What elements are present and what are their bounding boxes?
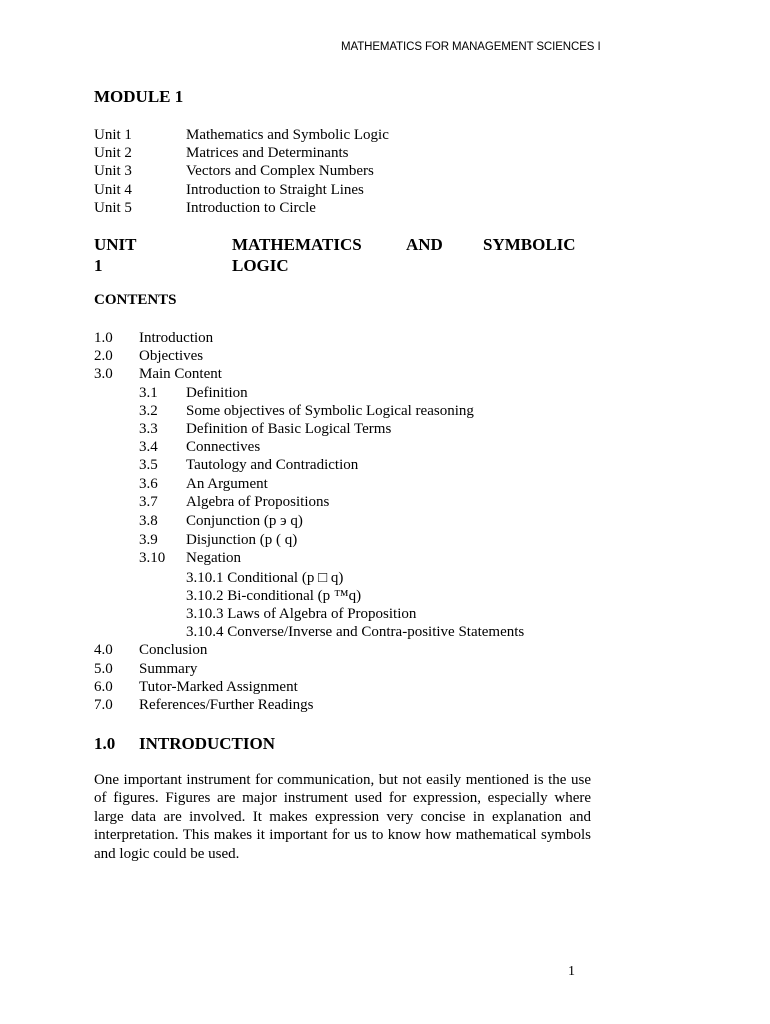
toc-item xyxy=(94,347,524,365)
toc-title: Disjunction (p ( q) xyxy=(186,532,298,549)
toc-subitem xyxy=(94,549,524,567)
unit-title: Introduction to Circle xyxy=(186,199,316,216)
toc-item xyxy=(94,678,524,696)
unit-number: Unit 3 xyxy=(94,163,132,180)
toc-subsubitem xyxy=(94,605,524,623)
toc-item xyxy=(94,696,524,714)
toc-title: Tautology and Contradiction xyxy=(186,457,359,474)
toc-title: Algebra of Propositions xyxy=(186,493,330,510)
toc-title: 3.10.2 Bi-conditional (p ™q) xyxy=(186,587,362,604)
toc-title: 3.10.1 Conditional (p □ q) xyxy=(186,569,344,586)
toc-number: 3.10 xyxy=(139,550,166,567)
toc-subitem xyxy=(94,531,524,549)
toc-title: Conjunction (p э q) xyxy=(186,513,303,530)
toc-number: 3.6 xyxy=(139,475,158,492)
toc-number: 5.0 xyxy=(94,660,113,677)
toc-subitem xyxy=(94,493,524,511)
module-title: MODULE 1 xyxy=(94,87,184,106)
toc-number: 3.8 xyxy=(139,513,158,530)
toc-number: 3.3 xyxy=(139,421,158,438)
table-of-contents xyxy=(94,329,524,714)
section-title: INTRODUCTION xyxy=(139,734,276,753)
toc-title: 3.10.4 Converse/Inverse and Contra-positive Statements xyxy=(186,624,525,641)
unit-title-word: MATHEMATICS xyxy=(232,235,362,254)
toc-subitem xyxy=(94,512,524,530)
toc-number: 1.0 xyxy=(94,330,113,346)
unit-list xyxy=(94,126,389,217)
page-number: 1 xyxy=(568,964,575,979)
toc-title: Connectives xyxy=(186,439,261,456)
toc-item xyxy=(94,660,524,678)
unit-title-word: LOGIC xyxy=(232,256,289,275)
toc-title: Definition xyxy=(186,384,248,401)
toc-title: Tutor-Marked Assignment xyxy=(139,678,298,695)
toc-item xyxy=(94,641,524,659)
unit-number: Unit 4 xyxy=(94,181,132,198)
unit-title: Introduction to Straight Lines xyxy=(186,181,364,198)
toc-number: 3.0 xyxy=(94,366,113,383)
toc-number: 4.0 xyxy=(94,642,113,659)
toc-subitem xyxy=(94,475,524,493)
toc-title: 3.10.3 Laws of Algebra of Proposition xyxy=(186,606,417,623)
toc-number: 7.0 xyxy=(94,697,113,714)
toc-title: An Argument xyxy=(186,475,268,492)
toc-title: Negation xyxy=(186,550,241,567)
toc-item xyxy=(94,365,524,383)
toc-number: 3.4 xyxy=(139,439,158,456)
unit-row xyxy=(94,162,389,180)
unit-title: Vectors and Complex Numbers xyxy=(186,163,374,180)
unit-number: Unit 1 xyxy=(94,127,132,143)
toc-title: Main Content xyxy=(139,366,222,383)
unit-number: Unit 2 xyxy=(94,145,132,162)
unit-title: Mathematics and Symbolic Logic xyxy=(186,127,389,143)
section-number: 1.0 xyxy=(94,734,116,753)
toc-number: 2.0 xyxy=(94,348,113,365)
unit-title-word: AND xyxy=(406,235,443,254)
toc-subitem xyxy=(94,420,524,438)
toc-title: Summary xyxy=(139,660,198,677)
toc-title: Definition of Basic Logical Terms xyxy=(186,421,392,438)
intro-paragraph: One important instrument for communication, but not easily mentioned is the use of figures. Figures are major instrument used for expression, especially where large data are involved. It makes expression very concise in explanation and interpretation. This makes it important for us to know how mathematical symbols and logic could be used. xyxy=(94,772,591,862)
unit-row xyxy=(94,181,389,199)
unit-label: UNIT 1 xyxy=(94,235,137,275)
toc-subitem xyxy=(94,456,524,474)
toc-subsubitem xyxy=(94,623,524,641)
unit-row xyxy=(94,199,389,217)
toc-number: 6.0 xyxy=(94,678,113,695)
toc-subitem xyxy=(94,438,524,456)
toc-number: 3.7 xyxy=(139,493,158,510)
toc-title: Some objectives of Symbolic Logical reasoning xyxy=(186,402,474,419)
toc-subsubitem xyxy=(94,587,524,605)
section-heading xyxy=(94,734,275,754)
toc-number: 3.1 xyxy=(139,384,158,401)
toc-number: 3.9 xyxy=(139,532,158,549)
unit-title: Matrices and Determinants xyxy=(186,145,349,162)
toc-subitem xyxy=(94,384,524,402)
unit-title-word: SYMBOLIC xyxy=(483,235,576,254)
running-header: MATHEMATICS FOR MANAGEMENT SCIENCES I xyxy=(341,41,601,53)
unit-row xyxy=(94,126,389,144)
toc-title: References/Further Readings xyxy=(139,697,314,714)
toc-title: Introduction xyxy=(139,330,214,346)
contents-heading: CONTENTS xyxy=(94,292,177,308)
unit-row xyxy=(94,144,389,162)
toc-number: 3.5 xyxy=(139,457,158,474)
toc-subsubitem xyxy=(94,569,524,587)
toc-subitem xyxy=(94,402,524,420)
toc-title: Conclusion xyxy=(139,642,208,659)
toc-number: 3.2 xyxy=(139,402,158,419)
unit-number: Unit 5 xyxy=(94,199,132,216)
toc-title: Objectives xyxy=(139,348,204,365)
toc-item xyxy=(94,329,524,347)
